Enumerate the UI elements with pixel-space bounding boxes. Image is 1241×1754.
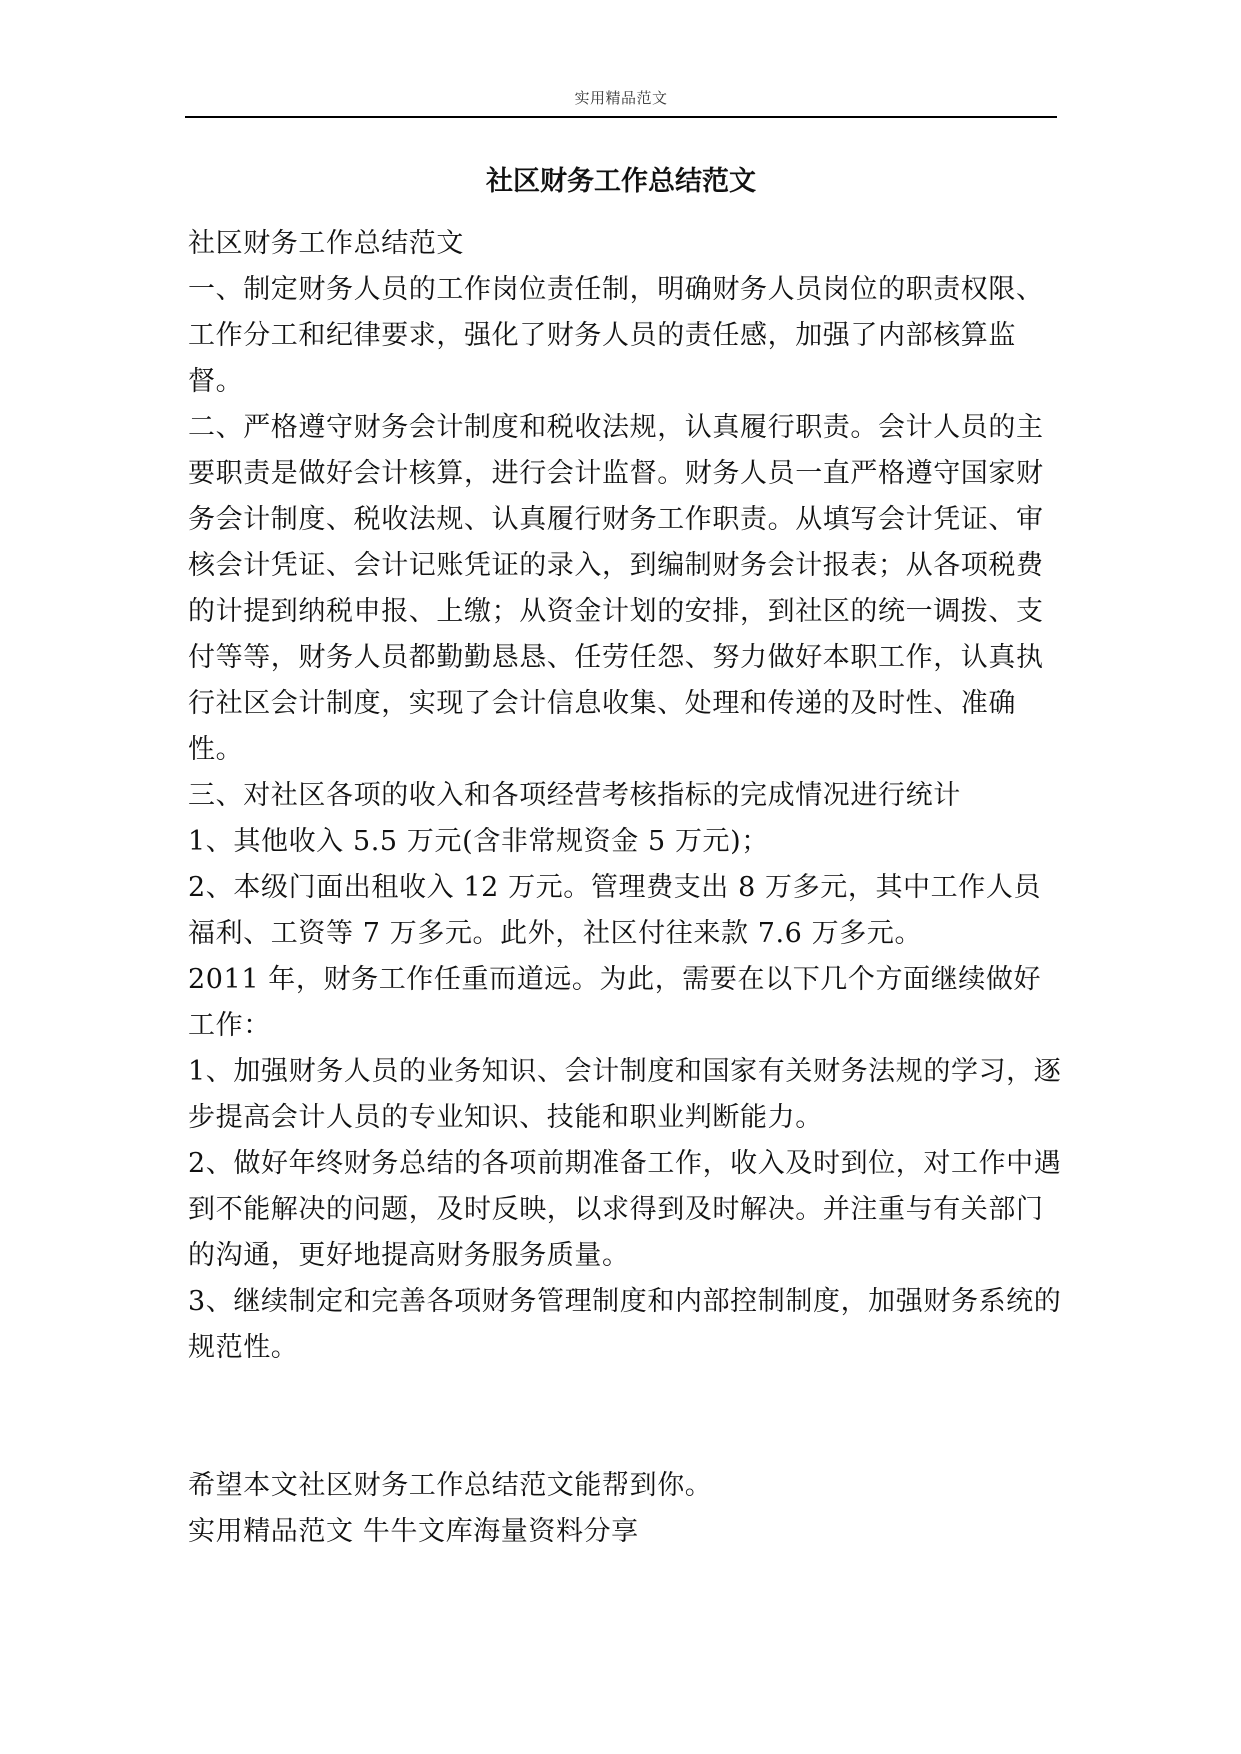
blank-space xyxy=(188,1371,1068,1463)
page-header xyxy=(185,86,1057,118)
paragraph-plan-item-2: 2、做好年终财务总结的各项前期准备工作，收入及时到位，对工作中遇到不能解决的问题，及时反映，以求得到及时解决。并注重与有关部门的沟通，更好地提高财务服务质量。 xyxy=(188,1148,1062,1271)
paragraph-plan-item-3: 3、继续制定和完善各项财务管理制度和内部控制制度，加强财务系统的规范性。 xyxy=(188,1286,1062,1363)
paragraph-income-item-2: 2、本级门面出租收入 12 万元。管理费支出 8 万多元，其中工作人员福利、工资等 7 万多元。此外，社区付往来款 7.6 万多元。 xyxy=(188,872,1042,949)
paragraph-plan-item-1: 1、加强财务人员的业务知识、会计制度和国家有关财务法规的学习，逐步提高会计人员的专业知识、技能和职业判断能力。 xyxy=(188,1056,1062,1133)
paragraph-outlook: 2011 年，财务工作任重而道远。为此，需要在以下几个方面继续做好工作： xyxy=(188,964,1042,1041)
paragraph-income-item-1: 1、其他收入 5.5 万元(含非常规资金 5 万元)； xyxy=(188,826,769,857)
closing-line-1: 希望本文社区财务工作总结范文能帮到你。 xyxy=(188,1470,713,1501)
document-body xyxy=(188,221,1068,1555)
paragraph-section-3: 三、对社区各项的收入和各项经营考核指标的完成情况进行统计 xyxy=(188,780,961,811)
paragraph-section-1: 一、制定财务人员的工作岗位责任制，明确财务人员岗位的职责权限、工作分工和纪律要求，强化了财务人员的责任感，加强了内部核算监督。 xyxy=(188,274,1044,397)
closing-line-2: 实用精品范文 牛牛文库海量资料分享 xyxy=(188,1516,639,1547)
paragraph-subtitle: 社区财务工作总结范文 xyxy=(188,228,464,259)
header-text: 实用精品范文 xyxy=(574,89,668,107)
paragraph-section-2: 二、严格遵守财务会计制度和税收法规，认真履行职责。会计人员的主要职责是做好会计核算，进行会计监督。财务人员一直严格遵守国家财务会计制度、税收法规、认真履行财务工作职责。从填写会计凭证、审核会计凭证、会计记账凭证的录入，到编制财务会计报表；从各项税费的计提到纳税申报、上缴；从资金计划的安排，到社区的统一调拨、支付等等，财务人员都勤勤恳恳、任劳任怨、努力做好本职工作，认真执行社区会计制度，实现了会计信息收集、处理和传递的及时性、准确性。 xyxy=(188,412,1044,765)
document-title: 社区财务工作总结范文 xyxy=(486,166,756,197)
